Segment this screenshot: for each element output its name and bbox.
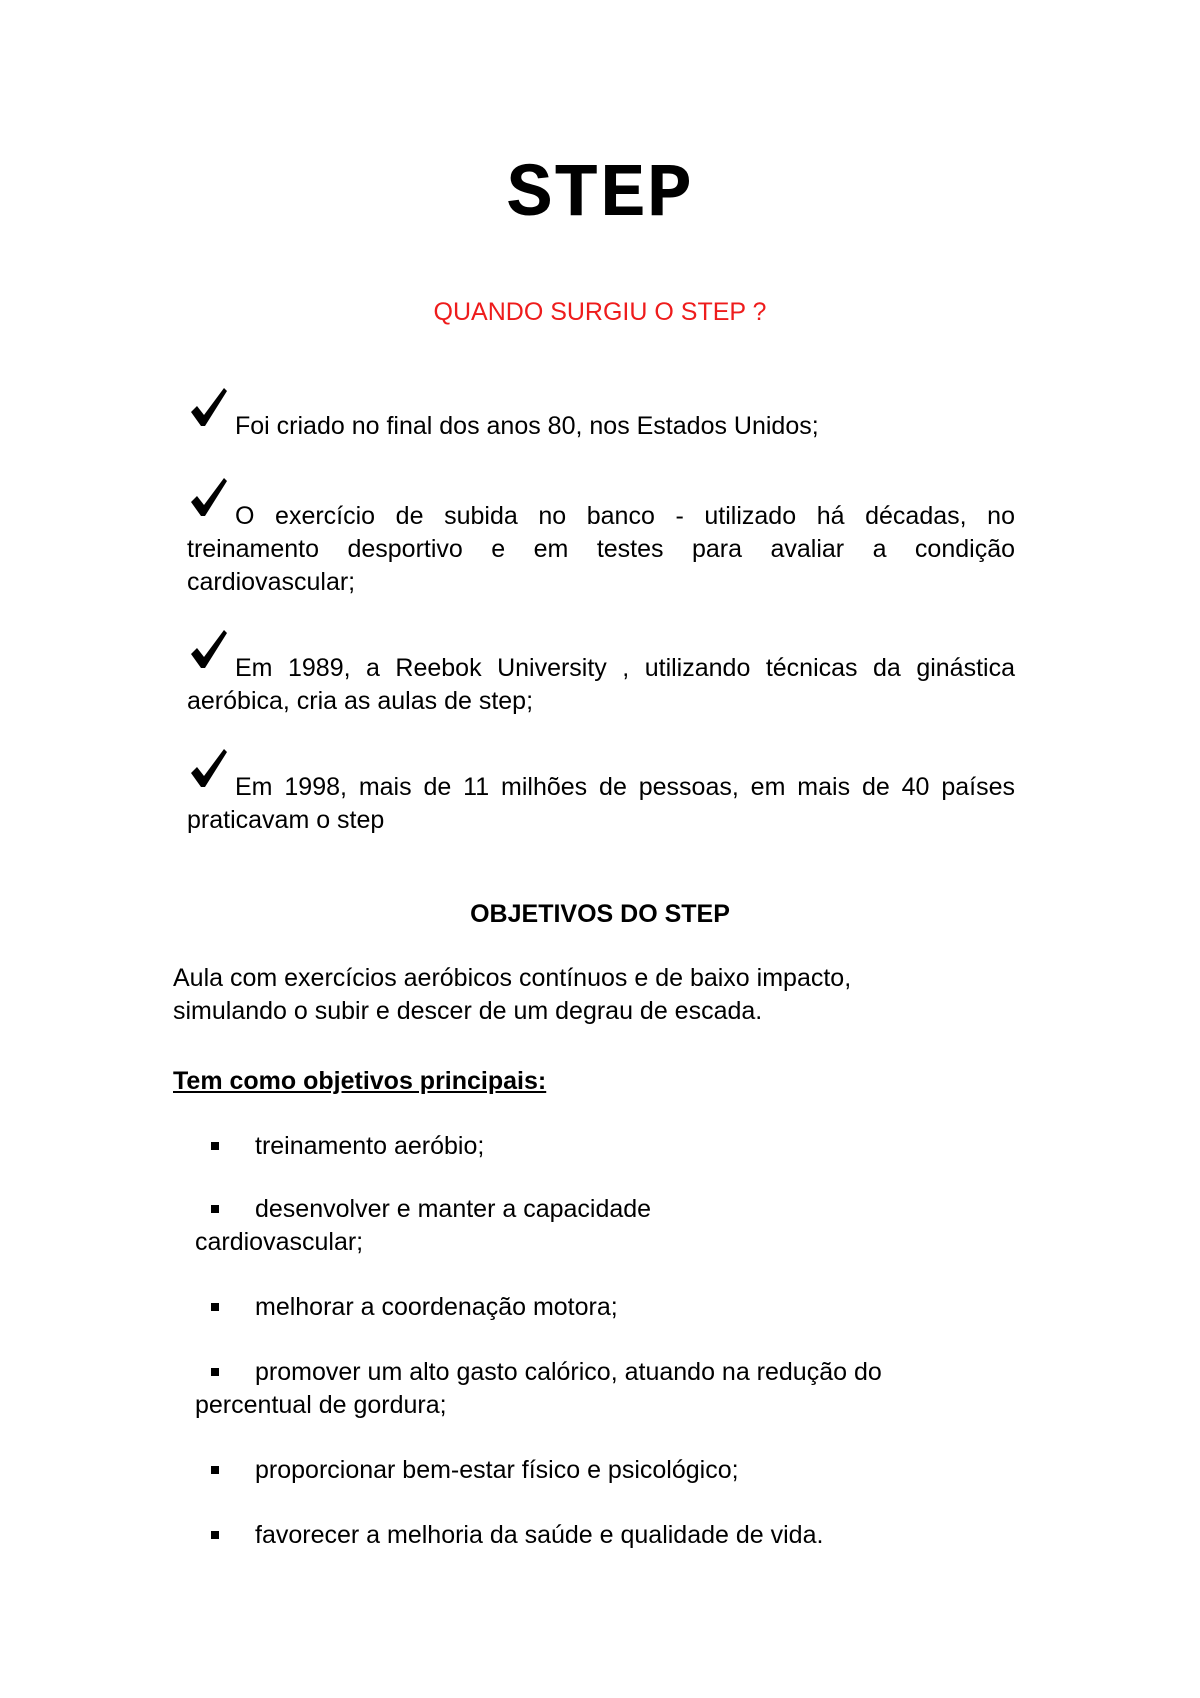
bullet-item-text-continued: cardiovascular; — [195, 1228, 364, 1256]
bullet-list-item — [195, 1454, 1015, 1487]
square-bullet-icon — [211, 1531, 219, 1539]
bullet-item-text: treinamento aeróbio; — [255, 1132, 485, 1160]
bullet-item-text: favorecer a melhoria da saúde e qualidade de vida. — [255, 1521, 824, 1549]
bullet-item-text: proporcionar bem-estar físico e psicológico; — [255, 1456, 739, 1484]
check-list-item — [187, 500, 1015, 599]
square-bullet-icon — [211, 1368, 219, 1376]
checkmark-icon — [189, 745, 229, 791]
check-item-text: Foi criado no final dos anos 80, nos Estados Unidos; — [235, 412, 819, 440]
square-bullet-icon — [211, 1142, 219, 1150]
section-heading-objectives: OBJETIVOS DO STEP — [470, 900, 730, 928]
paragraph-line: Aula com exercícios aeróbicos contínuos e de baixo impacto, — [173, 964, 852, 992]
checkmark-icon — [189, 626, 229, 672]
objectives-subheading: Tem como objetivos principais: — [173, 1067, 547, 1095]
paragraph-line: simulando o subir e descer de um degrau de escada. — [173, 997, 763, 1025]
bullet-list-item — [195, 1519, 1015, 1552]
bullet-list-item — [195, 1130, 1015, 1163]
page-title: STEP — [506, 152, 694, 238]
bullet-list-item — [195, 1193, 1015, 1259]
objectives-paragraph — [173, 962, 1073, 1028]
bullet-item-text: promover um alto gasto calórico, atuando na redução do — [255, 1358, 882, 1386]
bullet-item-text: melhorar a coordenação motora; — [255, 1293, 618, 1321]
checkmark-icon — [189, 474, 229, 520]
check-item-text: O exercício de subida no banco - utilizado há décadas, no treinamento desportivo e em testes para avaliar a condição cardiovascular; — [187, 502, 1015, 596]
bullet-item-text: desenvolver e manter a capacidade — [255, 1195, 652, 1223]
bullet-list-item — [195, 1356, 1015, 1422]
bullet-list-item — [195, 1291, 1015, 1324]
square-bullet-icon — [211, 1466, 219, 1474]
check-item-text: Em 1998, mais de 11 milhões de pessoas, em mais de 40 países praticavam o step — [187, 773, 1015, 834]
section-heading-origin: QUANDO SURGIU O STEP ? — [433, 298, 767, 326]
check-list-item — [187, 771, 1015, 837]
check-item-text: Em 1989, a Reebok University , utilizando técnicas da ginástica aeróbica, cria as aulas de step; — [187, 654, 1015, 715]
bullet-item-text-continued: percentual de gordura; — [195, 1391, 447, 1419]
check-list-item — [187, 652, 1015, 718]
square-bullet-icon — [211, 1303, 219, 1311]
check-list-item — [187, 410, 1015, 443]
square-bullet-icon — [211, 1205, 219, 1213]
checkmark-icon — [189, 384, 229, 430]
